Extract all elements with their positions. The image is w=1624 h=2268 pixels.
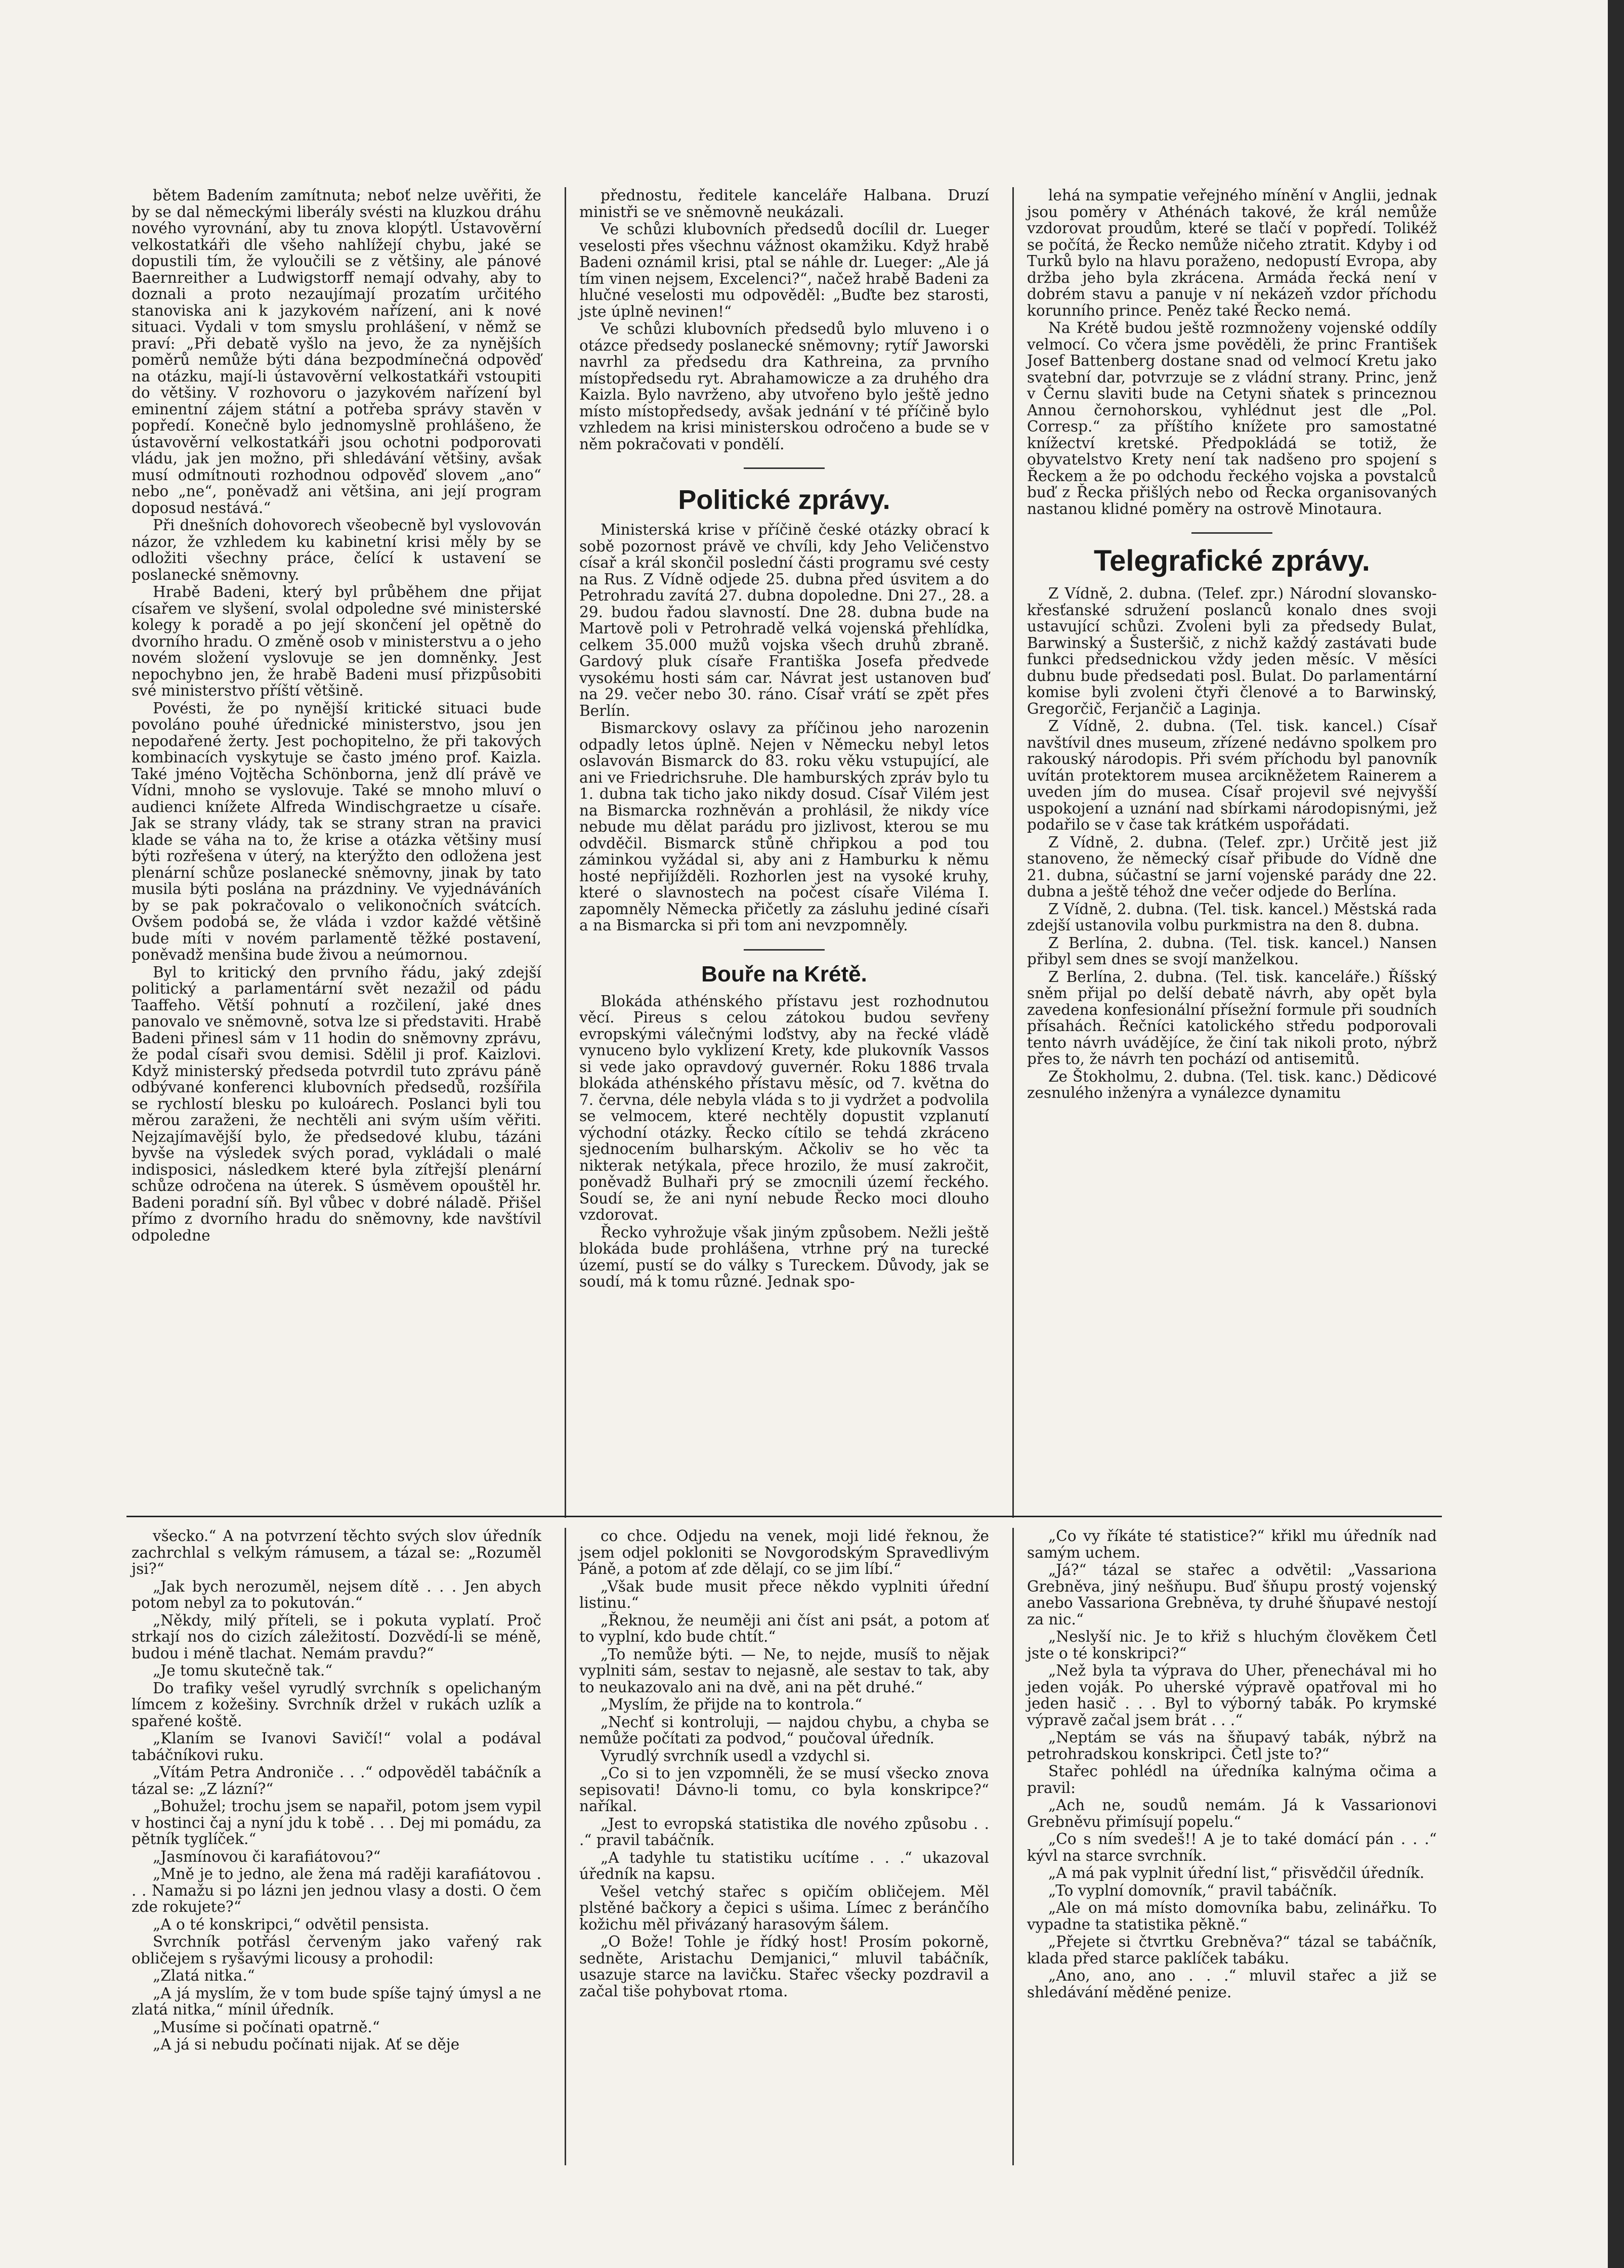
feuilleton-column-middle — [565, 1528, 994, 2165]
paragraph: bětem Badením zamítnuta; neboť nelze uvěřiti, že by se dal německými liberály svésti na kluzkou dráhu nového vyrovnání, aby tu znova klopýtl. Ústavověrní velkostatkáři dle všeho nahlížejí chybu, jaké se dopustili tím, že vyloučili se z většiny, ale pánové Baernreither a Ludwigstorff nemají odvahy, aby to doznali a proto nezaujímají prozatím určitého stanoviska ani k jazykovém nařízení, ani k nové situaci. Vydali v tom smyslu prohlášení, v němž se praví: „Při debatě vyšlo na jevo, že za nynějších poměrů nemůže býti dána bezpodmínečná odpověď na otázku, mají-li ústavověrní velkostatkáři vstoupiti do většiny. V rozhovoru o jazykovém nařízení byl eminentní zájem státní a potřeba správy stavěn v popředí. Konečně bylo jednomyslně prohlášeno, že ústavověrní velkostatkáři jsou ochotni podporovati vládu, jak jen možno, při shledávání většiny, avšak musí odmítnouti rozhodnou odpověď slovem „ano“ nebo „ne“, poněvadž ani většina, ani její program doposud nestává.“ — [132, 187, 541, 517]
paragraph: „Musíme si počínati opatrně.“ — [153, 2018, 380, 2036]
telegram: Z Vídně, 2. dubna. (Telef. zpr.) Určitě jest již stanoveno, že německý císař přibude do Vídně dne 21. dubna, súčastní se jarní vojenské parády dne 22. dubna a ještě téhož dne večer odjede do Berlína. — [1027, 833, 1437, 900]
paragraph: „Neptám se vás na šňupavý tabák, nýbrž na petrohradskou konskripci. Četl jste to?“ — [1027, 1729, 1437, 1763]
page-edge — [1608, 0, 1624, 2268]
divider — [744, 949, 825, 951]
paragraph: „Zlatá nitka.“ — [153, 1967, 255, 1984]
feuilleton-column-right — [1012, 1528, 1442, 2165]
column-left — [126, 187, 546, 1518]
paragraph: „Vítám Petra Androniče . . .“ odpověděl tabáčník a tázal se: „Z lázní?“ — [132, 1764, 541, 1798]
paragraph: všecko.“ A na potvrzení těchto svých slov úředník zachrchlal s velkým rámusem, a tázal se: „Rozuměl jsi?“ — [132, 1528, 541, 1577]
paragraph: „Co s ním svedeš!! A je to také domácí pán . . .“ kývl na starce svrchník. — [1027, 1830, 1437, 1864]
paragraph: Ve schůzi klubovních předsedů bylo mluveno i o otázce předsedy poslanecké sněmovny; rytíř Jaworski navrhl za předsedu dra Kathreina, za prvního místopředsedu ryt. Abrahamowicze a za druhého dra Kaizla. Bylo navrženo, aby utvořeno bylo ještě jedno místo místopředsedy, avšak jednání v té příčině bylo vzhledem na krisi ministerskou odročeno a bude se v něm pokračovati v pondělí. — [579, 320, 989, 453]
paragraph: „Jasmínovou či karafiátovou?“ — [153, 1848, 381, 1865]
paragraph: „A já si nebudu počínati nijak. Ať se děje — [153, 2036, 460, 2053]
paragraph: „Než byla ta výprava do Uher, přenechával mi ho jeden voják. Po uherské výpravě opatřoval mi ho jeden hasič . . . Byl to výborný tabák. Po krymské výpravě začal jsem brát . . .“ — [1027, 1662, 1437, 1729]
feuilleton-column-left — [126, 1528, 546, 2165]
paragraph: „Přejete si čtvrtku Grebněva?“ tázal se tabáčník, klada před starce paklíček tabáku. — [1027, 1933, 1437, 1967]
paragraph: Ve schůzi klubovních předsedů docílil dr. Lueger veselosti přes všechnu vážnost okamžiku. Když hrabě Badeni oznámil krisi, ptal se náhle dr. Lueger: „Ale já tím vinen nejsem, Excelenci?“, načež hrabě Badeni za hlučné veselosti mu odpověděl: „Buďte bez starosti, jste úplně nevinen!“ — [579, 221, 989, 320]
heading-politicke-zpravy: Politické zprávy. — [678, 485, 890, 515]
paragraph: Blokáda athénského přístavu jest rozhodnutou věcí. Pireus s celou zátokou budou sevřeny evropskými válečnými loďstvy, aby na řecké vládě vynuceno bylo vyklizení Krety, kde plukovník Vassos si vede jako opravdový guvernér. Roku 1886 trvala blokáda athénského přístavu měsíc, od 7. května do 7. června, déle nebyla vláda s to ji vydržet a podvolila se velmocem, které nechtěly dopustit vzplanutí východní otázky. Řecko cítilo se tehdá zkráceno sjednocením bulharským. Ačkoliv se ho věc ta nikterak netýkala, přece hrozilo, že musí zakročit, poněvadž Bulhaři prý se zmocnili území řeckého. Soudí se, že ani nyní nebude Řecko moci dlouho vzdorovat. — [579, 992, 989, 1223]
paragraph: Na Krétě budou ještě rozmnoženy vojenské oddíly velmocí. Co včera jsme pověděli, že princ František Josef Battenberg dostane snad od velmocí Kretu jako svatební dar, potvrzuje se z vládní strany. Princ, jenž v Černu slaviti bude na Cetyni sňatek s princeznou Annou černohorskou, vyhlédnut jest dle „Pol. Corresp.“ za příštího knížete pro samostatné knížectví kretské. Předpokládá se totiž, že obyvatelstvo Krety není tak nadšeno pro spojení s Řeckem a že po odchodu řeckého vojska a povstalců buď z Řecka přišlých nebo od Řecka organisovaných nastanou klidné poměry na ostrově Minotaura. — [1027, 319, 1437, 518]
paragraph: Vešel vetchý stařec s opičím obličejem. Měl plstěné bačkory a čepici s ušima. Límec z beránčího kožichu měl přivázaný harasovým šálem. — [579, 1882, 989, 1933]
paragraph: Byl to kritický den prvního řádu, jaký zdejší politický a parlamentární svět nezažil od pádu Taaffeho. Větší pohnutí a rozčilení, jaké dnes panovalo ve sněmovně, sotva lze si představiti. Hrabě Badeni přinesl sám v 11 hodin do sněmovny zprávu, že podal císaři svou demisi. Sdělil ji prof. Kaizlovi. Když ministerský předseda potvrdil tuto zprávu páně odbývané konferenci klubovních předsedů, rozšířila se rychlostí blesku po kuloárech. Poslanci byli tou měrou zaraženi, že nechtěli ani svým uším věřiti. Nejzajímavější bylo, že předsedové klubu, tázáni byvše na výsledek svých porad, vykládali o malé indisposici, následkem které byla zítřejší plenární schůze odročena na úterek. S úsměvem opouštěl hr. Badeni poradní síň. Byl vůbec v dobré náladě. Přišel přímo z dvorního hradu do sněmovny, kde navštívil odpoledne — [132, 963, 541, 1244]
paragraph: „A o té konskripci,“ odvětil pensista. — [153, 1915, 430, 1933]
paragraph: „Já?“ tázal se stařec a odvětil: „Vassariona Grebněva, jiný nešňupu. Buď šňupu prostý vojenský anebo Vassariona Grebněva, ty druhé šňupavé nestojí za nic.“ — [1027, 1561, 1437, 1628]
paragraph: Povésti, že po nynější kritické situaci bude povoláno pouhé úřednické ministerstvo, jsou jen nepodařené žerty. Jest pochopitelno, že při takových kombinacích vyskytuje se často jméno prof. Kaizla. Také jméno Vojtěcha Schönborna, jenž dlí právě ve Vídni, mnoho se vyslovuje. Také se mnoho mluví o audienci knížete Alfreda Windischgraetze u císaře. Jak se strany vlády, tak se strany stran na pravici klade se váha na to, že krise a otázka většiny musí býti rozřešena v úterý, na kterýžto den odložena jest plenární schůze poslanecké sněmovny, jinak by tato musila býti poslána na prázdniny. Ve vyjednáváních by se pak pokračovalo o velikonočních svátcích. Ovšem podobá se, že vláda i vzdor každé většině bude míti v novém parlamentě těžké postavení, poněvadž menšina bude živou a neúmornou. — [132, 699, 541, 963]
telegram: Z Vídně, 2. dubna. (Tel. tisk. kancel.) Císař navštívil dnes museum, zřízené nedávno spolkem pro rakouský národopis. Při svém příchodu byl panovník uvítán protektorem musea arcikněžetem Rainerem a uveden jím do musea. Císař projevil své nejvyšší uspokojení a uznání nad sbírkami národopisnými, jež podařilo se v čase tak krátkém uspořádati. — [1027, 717, 1437, 833]
telegram: Z Vídně, 2. dubna. (Tel. tisk. kancel.) Městská rada zdejší ustanovila volbu purkmistra na den 8. dubna. — [1027, 900, 1437, 934]
paragraph: „Nechť si kontroluji, — najdou chybu, a chyba se nemůže počítati za podvod,“ poučoval úředník. — [579, 1713, 989, 1747]
divider — [1191, 532, 1272, 534]
paragraph: Do trafiky vešel vyrudlý svrchník s opelichaným límcem z kožešiny. Svrchník držel v rukách uzlík a spařené koště. — [132, 1679, 541, 1730]
paragraph: „O Bože! Tohle je řídký host! Prosím pokorně, sedněte, Aristachu Demjanici,“ mluvil tabáčník, usazuje starce na lavičku. Stařec všecky pozdravil a začal tiše pohybovat rtoma. — [579, 1933, 989, 2000]
paragraph: „Jest to evropská statistika dle nového způsobu . . .“ pravil tabáčník. — [579, 1815, 989, 1849]
paragraph: lehá na sympatie veřejného mínění v Anglii, jednak jsou poměry v Athénách takové, že král nemůže vzdorovat proudům, které se tlačí v popředí. Tolikéž se počítá, že Řecko nemůže ničeho ztratit. Kdyby i od Turků bylo na hlavu poraženo, nedopustí Evropa, aby držba jeho byla zkrácena. Armáda řecká není v dobrém stavu a panuje v ní nekázeň vzdor příchodu korunního prince. Peněz také Řecko nemá. — [1027, 187, 1437, 319]
paragraph: „Jak bych nerozuměl, nejsem dítě . . . Jen abych potom nebyl za to pokutován.“ — [132, 1577, 541, 1611]
paragraph: „Je tomu skutečně tak.“ — [153, 1662, 333, 1679]
column-middle — [565, 187, 994, 1518]
paragraph: „A má pak vyplnit úřední list,“ přisvědčil úředník. — [1048, 1864, 1425, 1881]
paragraph: co chce. Odjedu na venek, moji lidé řeknou, že jsem odjel pokloniti se Novgorodským Spravedlivým Páně, a potom ať zde dělají, co se jim líbí.“ — [579, 1528, 989, 1577]
paragraph: Stařec pohlédl na úředníka kalnýma očima a pravil: — [1027, 1763, 1437, 1796]
paragraph: Ministerská krise v příčině české otázky obrací k sobě pozornost právě ve chvíli, kdy Jeho Veličenstvo císař a král skončil poslední části programu své cesty na Rus. Z Vídně odjede 25. dubna před úsvitem a do Petrohradu zavítá 27. dubna dopoledne. Dni 27., 28. a 29. budou řadou slavností. Dne 28. dubna bude na Martově poli v Petrohradě velká vojenská přehlídka, celkem 35.000 mužů vojska všech druhů zbraně. Gardový pluk císaře Františka Josefa předvede vysokému hosti sám car. Návrat jest ustanoven buď na 29. večer nebo 30. ráno. Císař vrátí se zpět přes Berlín. — [579, 521, 990, 719]
news-section — [126, 187, 1442, 1518]
paragraph: „Ach ne, soudů nemám. Já k Vassarionovi Grebněvu přimísují popelu.“ — [1027, 1796, 1437, 1830]
paragraph: „Co si to jen vzpomněli, že se musí všecko znova sepisovati! Dávno-li tomu, co byla konskripce?“ naříkal. — [579, 1765, 989, 1815]
telegram: Z Berlína, 2. dubna. (Tel. tisk. kanceláře.) Říšský sněm přijal po delší debatě návrh, aby opět byla zavedena konfesionální přísežní formule při soudních přísahách. Řečníci katolického středu podporovali tento návrh uvádějíce, že činí tak nikoli proto, nýbrž přes to, že návrh ten pochází od antisemitů. — [1027, 968, 1437, 1067]
paragraph: „A tadyhle tu statistiku ucítíme . . .“ ukazoval úředník na kapsu. — [579, 1849, 989, 1882]
paragraph: Vyrudlý svrchník usedl a vzdychl si. — [601, 1747, 871, 1765]
paragraph: přednostu, ředitele kanceláře Halbana. Druzí ministři se ve sněmovně neukázali. — [579, 187, 989, 221]
telegram: Z Vídně, 2. dubna. (Telef. zpr.) Národní slovansko-křesťanské sdružení poslanců konalo dnes svoji ustavující schůzi. Zvoleni byli za předsedy Bulat, Barwinský a Šusteršič, z nichž každý zastávati bude funkci předsednickou vždy jeden měsíc. V měsíci dubnu bude předsedati posl. Bulat. Do parlamentární komise byli zvoleni čtyři členové a to Barwinský, Gregorčič, Ferjančič a Laginja. — [1027, 585, 1437, 717]
paragraph: „Někdy, milý příteli, se i pokuta vyplatí. Proč strkají nos do cizích záležitostí. Dozvědí-li se méně, budou i méně tlachat. Nemám pravdu?“ — [132, 1611, 541, 1662]
telegram: Ze Štokholmu, 2. dubna. (Tel. tisk. kanc.) Dědicové zesnulého inženýra a vynálezce dynamitu — [1027, 1067, 1437, 1101]
paragraph: „Bohužel; trochu jsem se napařil, potom jsem vypil v hostinci čaj a nyní jdu k tobě . . . Dej mi pomádu, za pětník tyglíček.“ — [132, 1798, 541, 1848]
feuilleton-divider — [126, 1516, 1442, 1517]
paragraph: „Ale on má místo domovníka babu, zelinářku. To vypadne ta statistika pěkně.“ — [1027, 1899, 1437, 1933]
paragraph: Hrabě Badeni, který byl průběhem dne přijat císařem ve slyšení, svolal odpoledne své ministerské kolegy k poradě a po její skončení jel opětně do dvorního hradu. O změně osob v ministerstvu a o jeho novém složení vyslovuje se jen domněnky. Jest nepochybno jen, že hrabě Badeni musí přizpůsobiti své ministerstvo příští většině. — [132, 583, 541, 699]
divider — [744, 467, 825, 469]
paragraph: „To vyplní domovník,“ pravil tabáčník. — [1048, 1881, 1338, 1899]
paragraph: „Co vy říkáte té statistice?“ křikl mu úředník nad samým uchem. — [1027, 1528, 1437, 1561]
paragraph: Řecko vyhrožuje však jiným způsobem. Nežli ještě blokáda bude prohlášena, vtrhne prý na turecké území, pustí se do války s Tureckem. Důvody, jak se soudí, má k tomu různé. Jednak spo- — [579, 1223, 989, 1290]
paragraph: „Myslím, že přijde na to kontrola.“ — [601, 1696, 863, 1713]
paragraph: „Řeknou, že neuměji ani číst ani psát, a potom ať to vyplní, kdo bude chtít.“ — [579, 1611, 989, 1645]
paragraph: „Neslyší nic. Je to křiž s hluchým člověkem Četl jste o té konskripci?“ — [1027, 1628, 1437, 1662]
paragraph: „To nemůže býti. — Ne, to nejde, musíš to nějak vyplniti sám, sestav to nejasně, ale sestav to tak, aby to neukazovalo ani na dvě, ani na pět druhé.“ — [579, 1645, 989, 1696]
paragraph: „Mně je to jedno, ale žena má raději karafiátovou . . . Namažu si po lázni jen jednou vlasy a dosti. O čem zde rokujete?“ — [132, 1865, 541, 1915]
paragraph: „Ano, ano, ano . . .“ mluvil stařec a již se shledávání měděné penize. — [1027, 1967, 1437, 2001]
paragraph: „A já myslím, že v tom bude spíše tajný úmysl a ne zlatá nitka,“ mínil úředník. — [132, 1984, 541, 2018]
paragraph: Bismarckovy oslavy za příčinou jeho narozenin odpadly letos úplně. Nejen v Německu nebyl letos oslavován Bismarck do 83. roku věku vstupující, ale ani ve Friedrichsruhe. Dle hamburských zpráv bylo tu 1. dubna tak ticho jako nikdy dosud. Císař Vilém jest na Bismarcka rozhněván a prohlásil, že nikdy více nebude mu dělat parádu pro jizlivost, kterou se mu odvděčil. Bismarck stůně chřipkou a pod tou záminkou vyžádal si, aby ani z Hamburku k němu hosté nepřijížděli. Rozhorlen jest na vysoké kruhy, které o slavnostech na počest císaře Viléma I. zapomněly Německa přičetly za zásluhu jediné císaři a na Bismarcka si při tom ani nevzpomněly. — [579, 719, 989, 934]
paragraph: „Však bude musit přece někdo vyplniti úřední listinu.“ — [579, 1577, 989, 1611]
feuilleton-section — [126, 1528, 1442, 2165]
heading-boure-na-krete: Bouře na Krétě. — [701, 961, 867, 987]
telegram: Z Berlína, 2. dubna. (Tel. tisk. kancel.) Nansen přibyl sem dnes se svojí manželkou. — [1027, 934, 1437, 968]
column-right — [1012, 187, 1442, 1518]
paragraph: Při dnešních dohovorech všeobecně byl vyslovován názor, že vzhledem ku kabinetní krisi měly by se odložiti všechny práce, čelící k ustavení se poslanecké sněmovny. — [132, 517, 541, 583]
paragraph: „Klaním se Ivanovi Savičí!“ volal a podával tabáčníkovi ruku. — [132, 1730, 541, 1764]
heading-telegraficke-zpravy: Telegrafické zprávy. — [1094, 544, 1370, 577]
paragraph: Svrchník potřásl červeným jako vařený rak obličejem s ryšavými licousy a prohodil: — [132, 1933, 541, 1967]
